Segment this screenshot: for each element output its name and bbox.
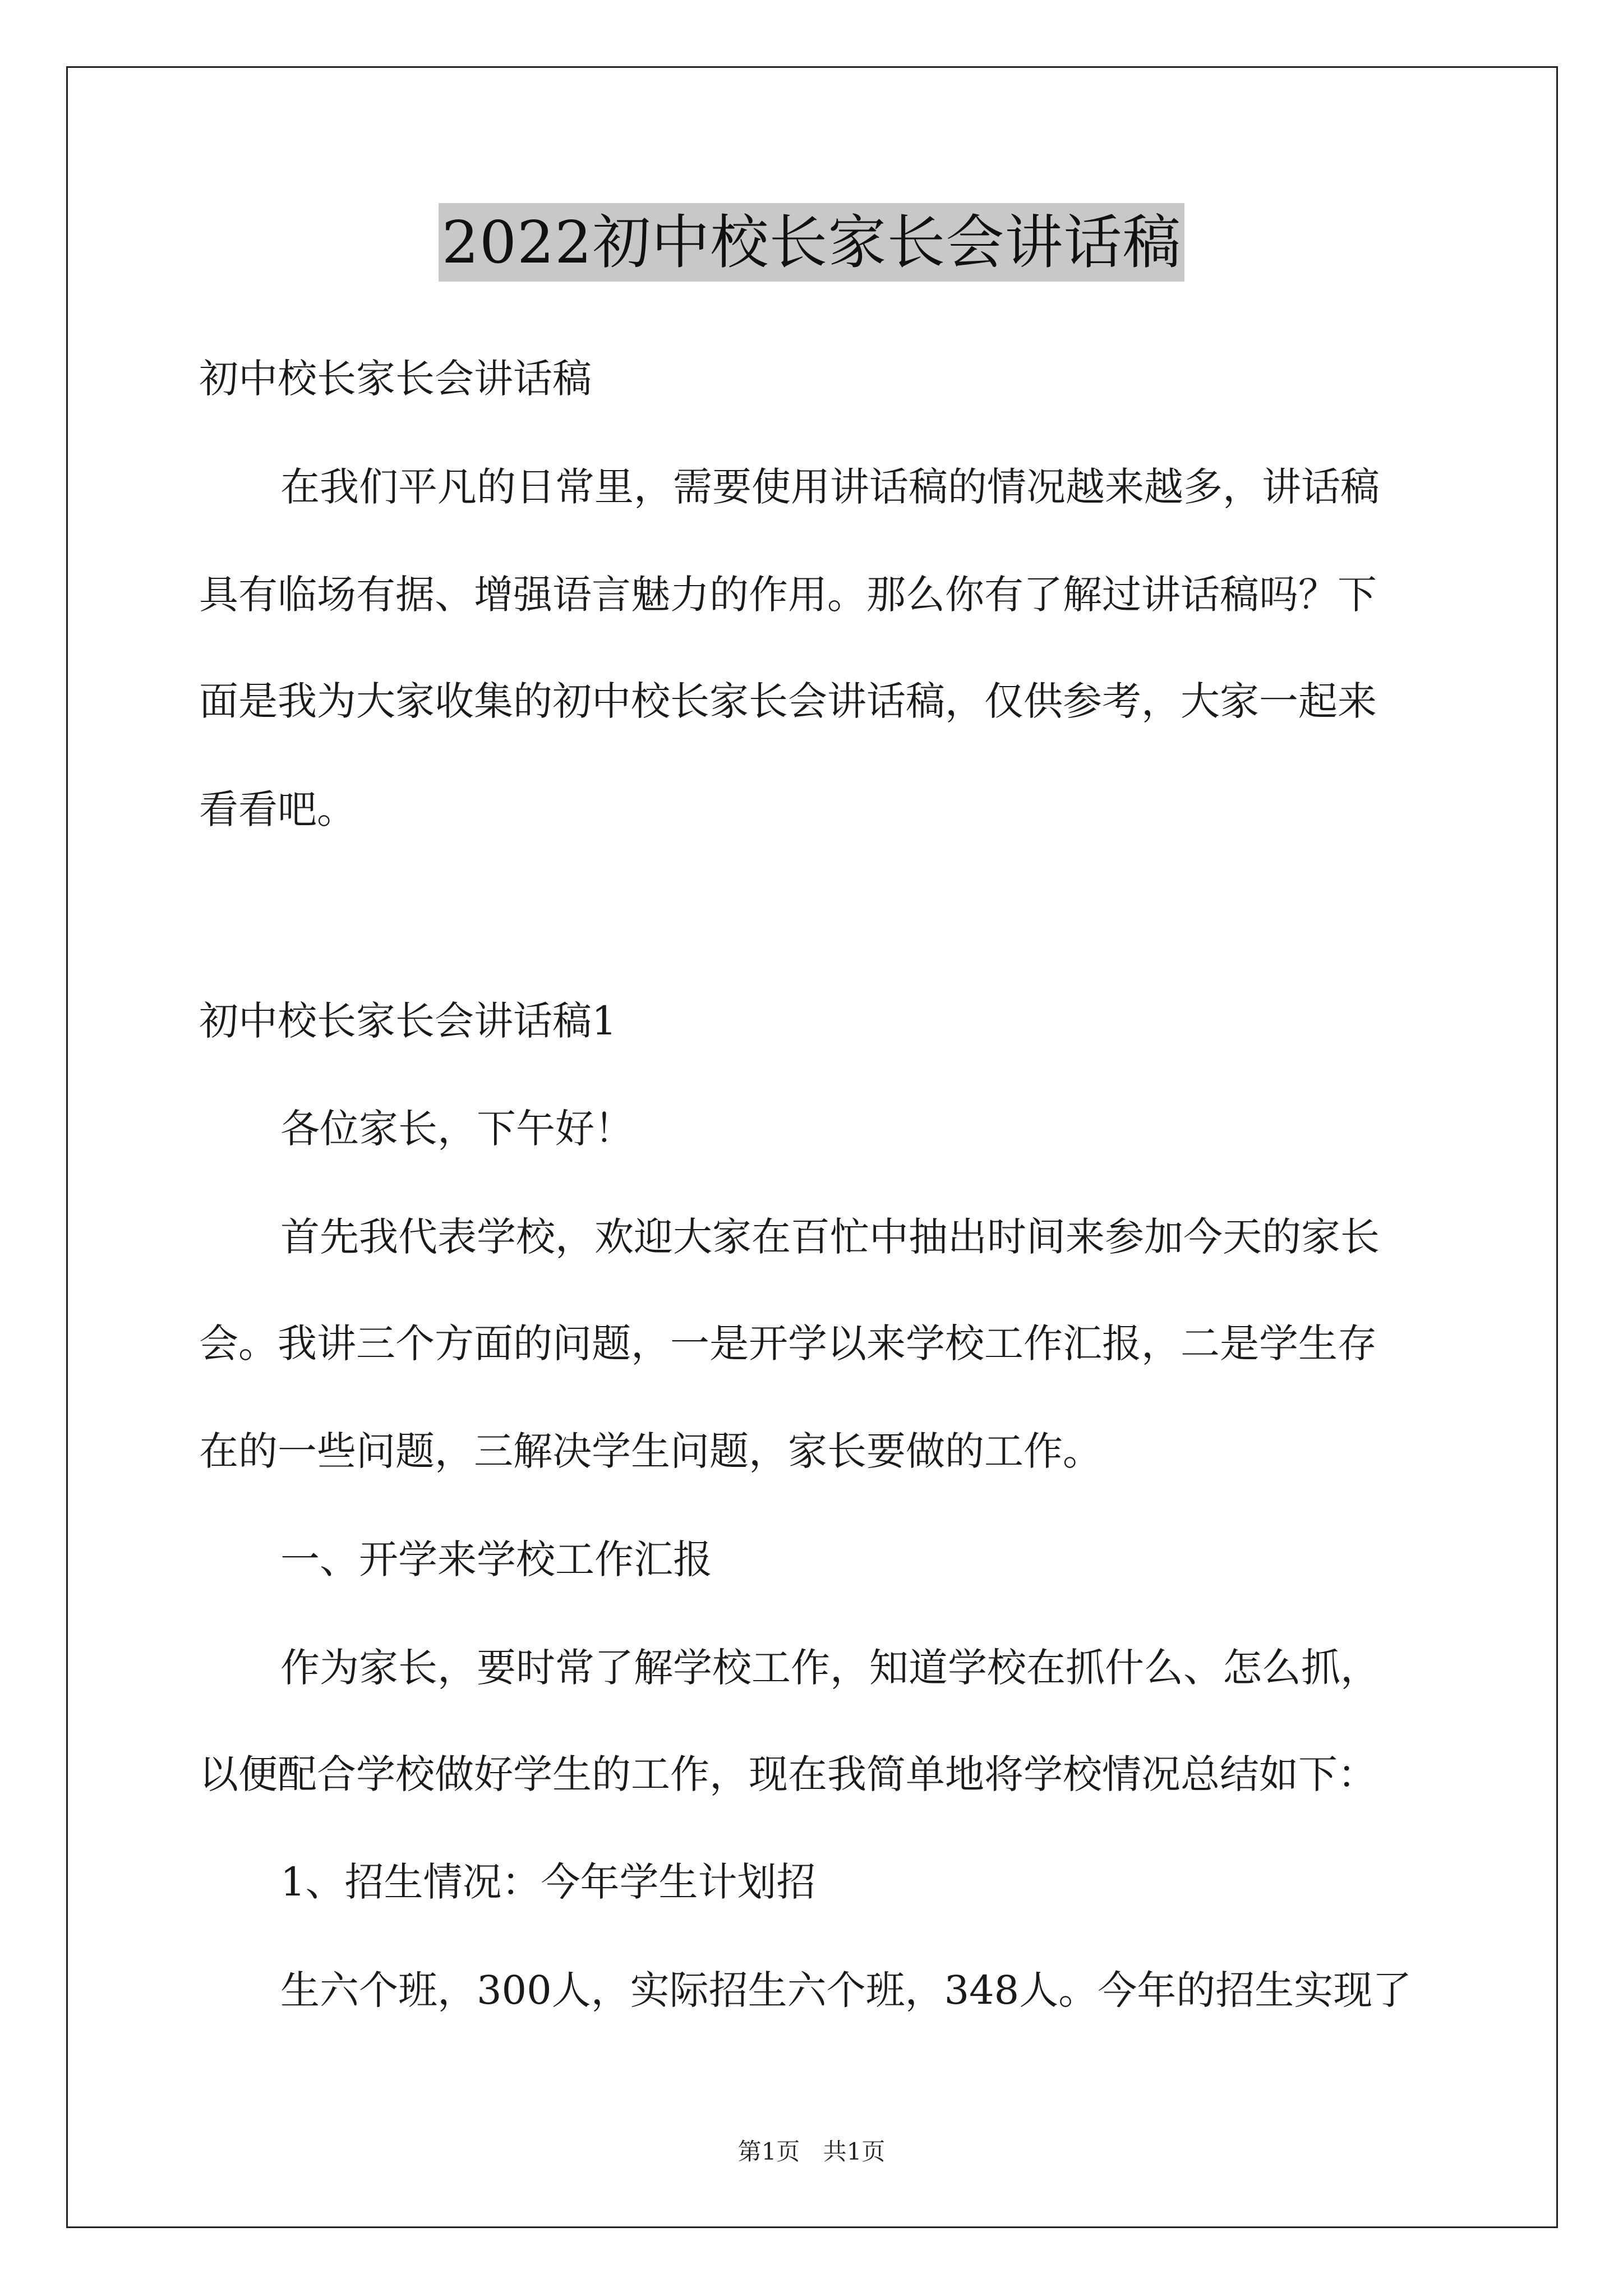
paragraph-line: 在我们平凡的日常里，需要使用讲话稿的情况越来越多，讲话稿 (280, 464, 1380, 510)
paragraph-line: 生六个班，300人，实际招生六个班，348人。今年的招生实现了 (280, 1967, 1412, 2013)
paragraph-line: 一、开学来学校工作汇报 (280, 1536, 712, 1582)
page-number: 第1页 (737, 2138, 800, 2165)
paragraph-line: 在的一些问题，三解决学生问题，家长要做的工作。 (199, 1428, 1102, 1474)
document-title: 2022初中校长家长会讲话稿 (439, 203, 1185, 282)
paragraph-line: 1、招生情况：今年学生计划招 (280, 1859, 816, 1905)
page-footer (0, 2136, 1623, 2168)
section-heading: 初中校长家长会讲话稿1 (199, 998, 617, 1044)
paragraph-line: 作为家长，要时常了解学校工作，知道学校在抓什么、怎么抓， (280, 1645, 1380, 1691)
paragraph-line: 以便配合学校做好学生的工作，现在我简单地将学校情况总结如下： (199, 1751, 1377, 1797)
paragraph-line: 会。我讲三个方面的问题，一是开学以来学校工作汇报，二是学生存 (199, 1320, 1377, 1366)
paragraph-line: 看看吧。 (199, 786, 356, 832)
subtitle-line: 初中校长家长会讲话稿 (199, 356, 592, 402)
paragraph-line: 首先我代表学校，欢迎大家在百忙中抽出时间来参加今天的家长 (280, 1214, 1380, 1260)
paragraph-line: 各位家长，下午好！ (280, 1106, 634, 1152)
page-total: 共1页 (823, 2138, 886, 2165)
paragraph-line: 面是我为大家收集的初中校长家长会讲话稿，仅供参考，大家一起来 (199, 678, 1377, 724)
paragraph-line: 具有临场有据、增强语言魅力的作用。那么你有了解过讲话稿吗？下 (199, 572, 1377, 618)
